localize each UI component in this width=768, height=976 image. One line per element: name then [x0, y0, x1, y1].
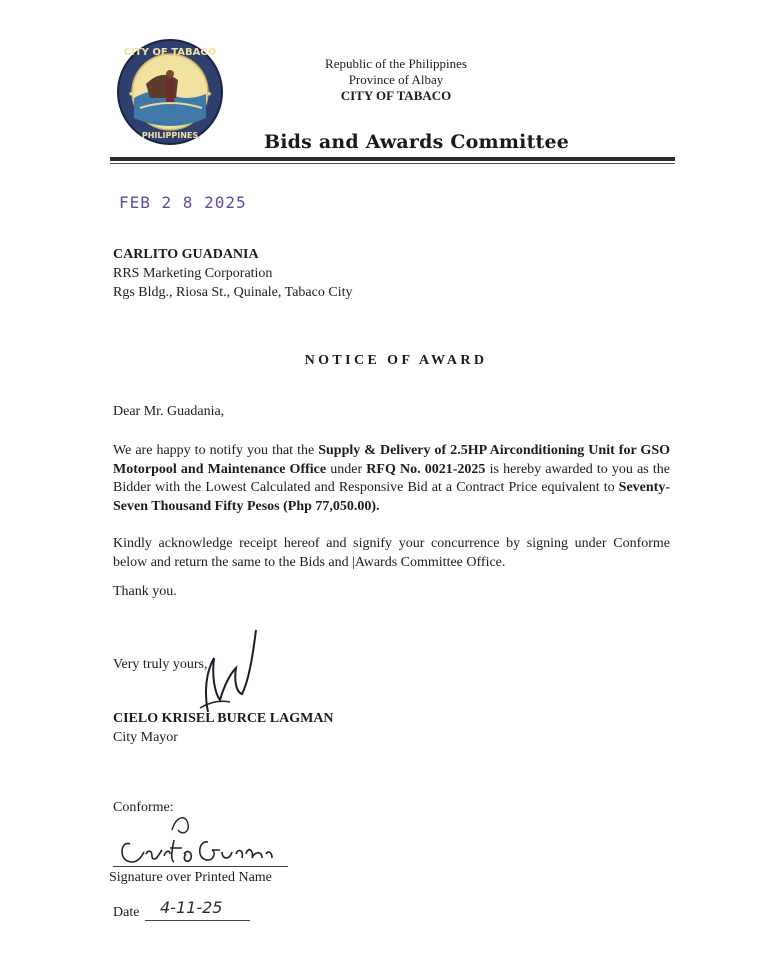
- svg-text:CITY OF TABACO: CITY OF TABACO: [123, 47, 217, 58]
- addressee-address: Rgs Bldg., Riosa St., Quinale, Tabaco City: [113, 285, 353, 300]
- addressee-name: CARLITO GUADANIA: [113, 247, 259, 262]
- header-province: Province of Albay: [348, 72, 444, 87]
- project-name: Supply & Delivery of 2.5HP Airconditioning Unit for GSO Motorpool and Maintenance Office: [113, 443, 670, 477]
- handwritten-date: 4-11-25: [160, 898, 223, 917]
- svg-text:★: ★: [206, 90, 213, 98]
- header-divider-thin: [110, 163, 675, 164]
- thank-you: Thank you.: [113, 584, 177, 599]
- signature-line: [113, 866, 288, 867]
- award-text-middle: is hereby awarded to you as the Bidder with the Lowest Calculated and Responsive Bid at a Contract Price equivalent to: [113, 461, 670, 495]
- award-text-under: under: [326, 461, 367, 477]
- addressee-company: RRS Marketing Corporation: [113, 266, 273, 281]
- closing: Very truly yours,: [113, 657, 208, 672]
- signer-name: CIELO KRISEL BURCE LAGMAN: [113, 711, 334, 726]
- committee-title: Bids and Awards Committee: [264, 131, 570, 153]
- acknowledge-paragraph: Kindly acknowledge receipt hereof and signify your concurrence by signing under Conforme below and return the same to the Bids and |Awards Committee Office.: [113, 536, 670, 570]
- signer-title: City Mayor: [113, 730, 178, 745]
- received-date-stamp: FEB 2 8 2025: [119, 193, 247, 212]
- document-title: NOTICE OF AWARD: [304, 353, 488, 368]
- svg-text:★: ★: [128, 90, 135, 98]
- salutation: Dear Mr. Guadania,: [113, 404, 225, 419]
- date-label: Date: [113, 905, 140, 920]
- header-republic: Republic of the Philippines: [325, 56, 467, 71]
- signature-caption: Signature over Printed Name: [109, 870, 272, 885]
- conforme-label: Conforme:: [113, 800, 174, 815]
- header-divider: [110, 157, 675, 161]
- award-text-intro: We are happy to notify you that the: [113, 443, 319, 458]
- mayor-signature: [190, 622, 280, 722]
- svg-text:PHILIPPINES: PHILIPPINES: [141, 131, 199, 140]
- contract-price: Seventy-Seven Thousand Fifty Pesos (Php 77,050.00).: [113, 480, 670, 514]
- rfq-number: RFQ No. 0021-2025: [366, 461, 486, 477]
- award-paragraph: [113, 442, 670, 516]
- header-city: CITY OF TABACO: [340, 88, 452, 103]
- date-line: [145, 920, 250, 921]
